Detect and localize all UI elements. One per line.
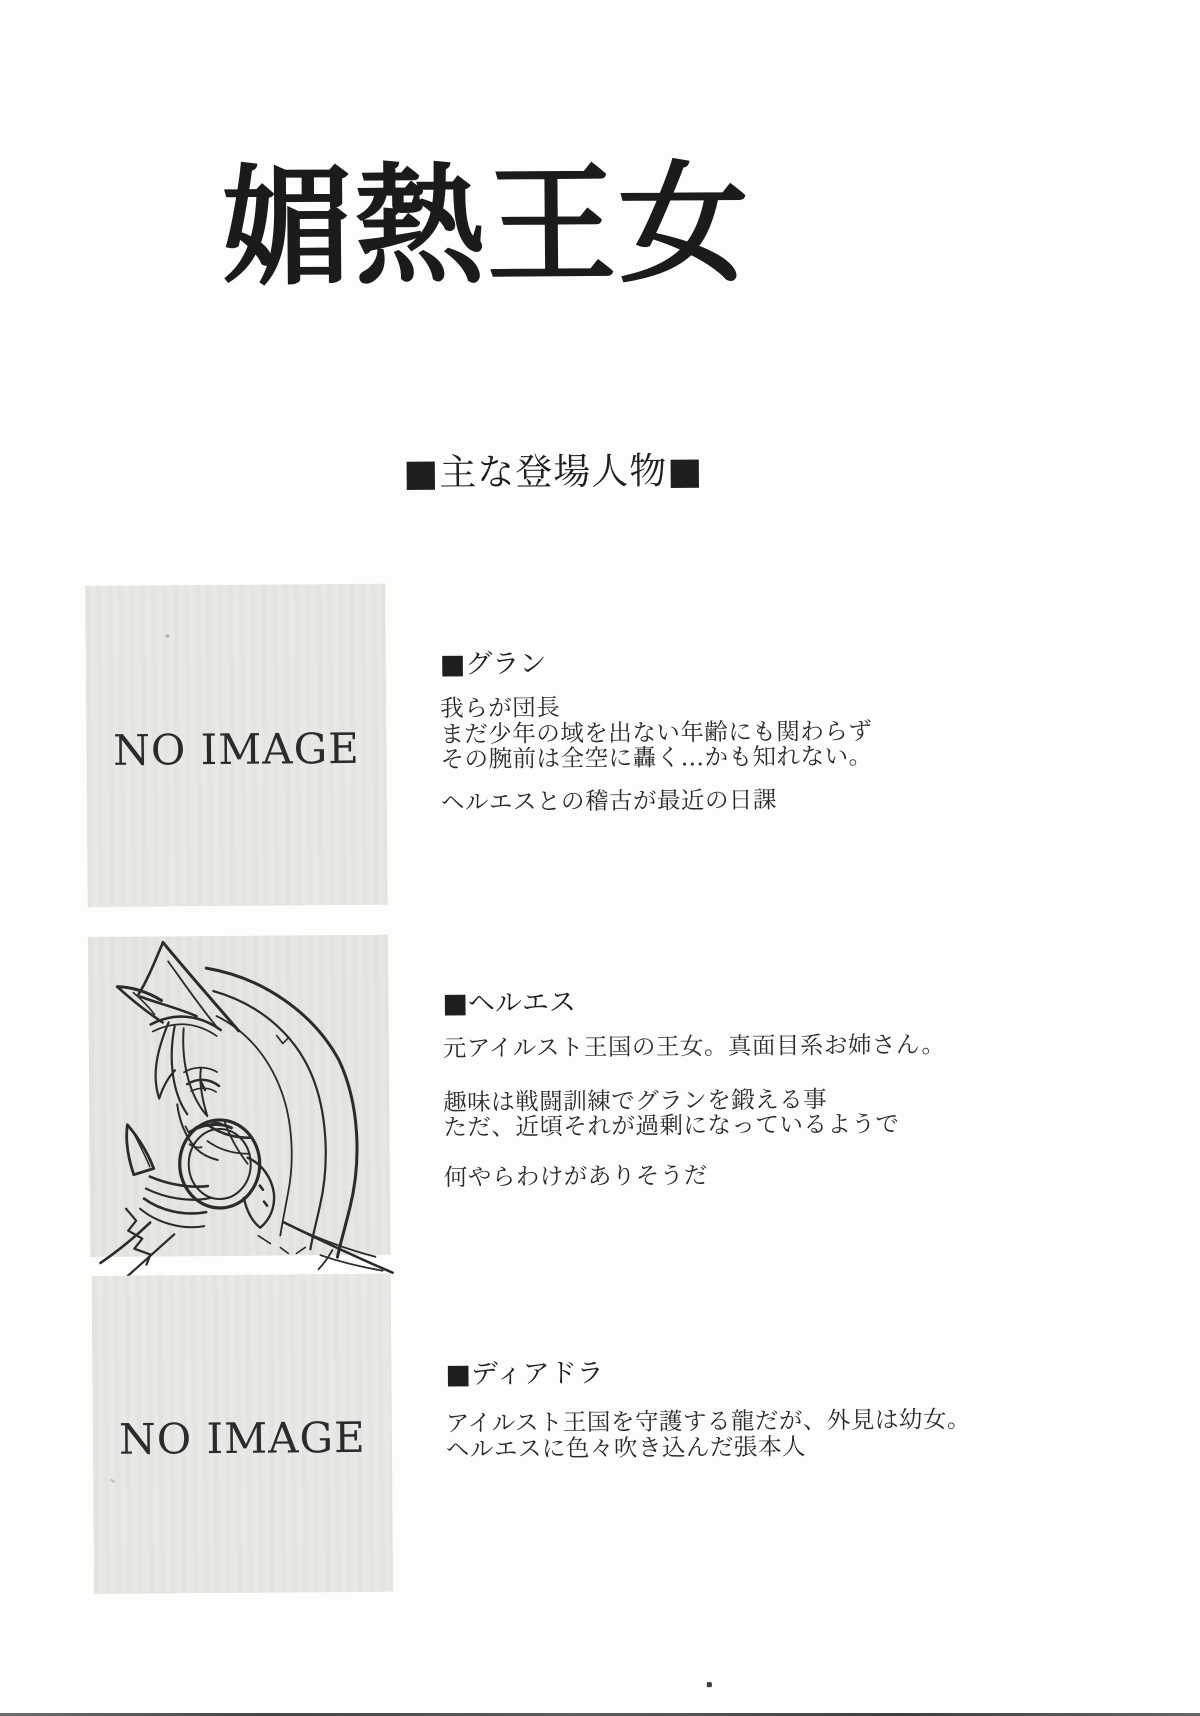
description-line: 何やらわけがありそうだ xyxy=(443,1160,708,1191)
description-line: ヘルエスとの稽古が最近の日課 xyxy=(440,785,777,816)
character-name: ■ディアドラ xyxy=(445,1357,604,1391)
character-section-gran xyxy=(440,646,873,815)
description-line: アイルスト王国を守護する龍だが、外見は幼女。 xyxy=(445,1405,972,1438)
description-line: 趣味は戦闘訓練でグランを鍛える事 xyxy=(443,1084,828,1116)
character-description xyxy=(443,1032,946,1061)
character-section-heles xyxy=(442,984,946,1190)
character-description xyxy=(443,1086,946,1141)
print-dot-artifact xyxy=(707,1682,712,1687)
page-title: 媚熱王女 xyxy=(221,146,751,304)
character-image-heles xyxy=(88,935,391,1257)
description-line: まだ少年の域を出ない年齢にも関わらず xyxy=(440,716,873,748)
character-image-placeholder-gran xyxy=(85,584,388,907)
character-description xyxy=(441,786,873,815)
character-description xyxy=(446,1407,972,1462)
character-section-deadra xyxy=(445,1355,971,1462)
description-line: 元アイルスト王国の王女。真面目系お姉さん。 xyxy=(442,1030,946,1063)
character-description xyxy=(440,693,873,773)
character-image-placeholder-deadra xyxy=(92,1274,393,1594)
no-image-label: NO IMAGE xyxy=(118,1412,366,1464)
heles-sketch-drawing xyxy=(88,935,391,1257)
description-line: ただ、近頃それが過剰になっているようで xyxy=(443,1109,900,1142)
section-heading: ■主な登場人物■ xyxy=(403,449,704,495)
description-line: その腕前は全空に轟く…かも知れない。 xyxy=(440,741,873,774)
description-line: ヘルエスに色々吹き込んだ張本人 xyxy=(445,1431,807,1463)
character-name: ■グラン xyxy=(439,648,547,681)
character-name: ■ヘルエス xyxy=(442,987,577,1020)
description-line: 我らが団長 xyxy=(440,693,561,723)
no-image-label: NO IMAGE xyxy=(112,723,360,775)
character-description xyxy=(444,1161,947,1190)
paper-speck xyxy=(166,634,170,637)
